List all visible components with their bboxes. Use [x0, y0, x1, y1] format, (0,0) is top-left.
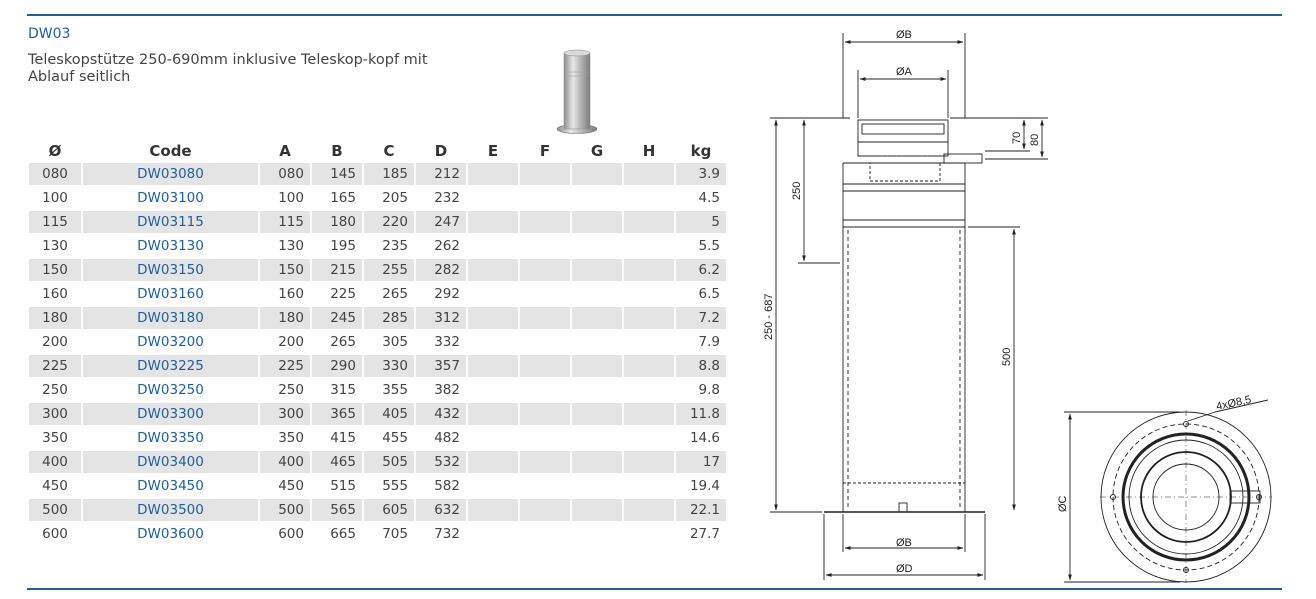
cell-kg: 7.2 [676, 307, 726, 329]
cell-e [468, 187, 518, 209]
cell-diameter: 100 [42, 190, 68, 206]
table-row [29, 427, 726, 449]
table-row [29, 187, 726, 209]
cell-diameter: 200 [42, 334, 68, 350]
col-header-c: C [383, 141, 395, 160]
cell-h [624, 403, 674, 425]
cell-a: 225 [260, 355, 310, 377]
table-row [29, 403, 726, 425]
cell-h [624, 211, 674, 233]
cell-d: 357 [416, 355, 466, 377]
cell-code: DW03600 [137, 526, 204, 542]
side-view-dimensions [770, 33, 1048, 580]
label-holes: 4xØ8,5 [1215, 393, 1253, 413]
cell-h [624, 187, 674, 209]
cell-code: DW03115 [83, 211, 258, 233]
cell-h [624, 523, 674, 545]
cell-h [624, 451, 674, 473]
cell-code: DW03200 [137, 334, 204, 350]
table-row [29, 283, 726, 305]
cell-d: 232 [434, 190, 460, 206]
cell-diameter: 250 [42, 382, 68, 398]
cell-d: 332 [434, 334, 460, 350]
cell-e [468, 451, 518, 473]
label-range-250-687: 250 - 687 [763, 293, 775, 340]
cell-a: 500 [260, 499, 310, 521]
cell-b: 165 [330, 190, 356, 206]
col-header-kg: kg [690, 141, 712, 160]
table-row [29, 355, 726, 377]
cell-e [468, 235, 518, 257]
label-500: 500 [1001, 347, 1013, 366]
label-diameter-d: ØD [896, 563, 913, 575]
top-view [1064, 400, 1272, 583]
col-header-e: E [487, 141, 499, 160]
cell-e [468, 403, 518, 425]
cell-kg: 6.5 [698, 286, 720, 302]
cell-f [520, 331, 570, 353]
cell-code: DW03250 [137, 382, 204, 398]
cell-f [520, 403, 570, 425]
drawing-labels [763, 29, 1252, 575]
cell-code: DW03150 [83, 259, 258, 281]
col-header-diameter: Ø [48, 141, 62, 160]
cell-c: 185 [364, 163, 414, 185]
cell-f [520, 499, 570, 521]
technical-drawing [760, 18, 1280, 583]
cell-b: 195 [330, 238, 356, 254]
cell-b: 225 [330, 286, 356, 302]
cell-g [572, 307, 622, 329]
cell-h [624, 427, 674, 449]
cell-diameter: 600 [42, 526, 68, 542]
bottom-rule [27, 588, 1282, 590]
cell-kg: 14.6 [689, 430, 720, 446]
table-row [29, 235, 726, 257]
cell-g [572, 211, 622, 233]
table-row [29, 259, 726, 281]
cell-diameter: 180 [29, 307, 81, 329]
cell-d: 282 [416, 259, 466, 281]
side-view [824, 120, 985, 512]
cell-diameter: 300 [29, 403, 81, 425]
product-description: Teleskopstütze 250-690mm inklusive Teleskop-kopf mit Ablauf seitlich [28, 52, 428, 85]
cell-b: 290 [312, 355, 362, 377]
cell-c: 285 [364, 307, 414, 329]
col-header-d: D [434, 141, 448, 160]
col-header-f: F [539, 141, 551, 160]
cell-code: DW03080 [83, 163, 258, 185]
cell-e [468, 211, 518, 233]
cell-a: 450 [278, 478, 304, 494]
cell-diameter: 350 [42, 430, 68, 446]
cell-g [572, 187, 622, 209]
cell-kg: 5.5 [698, 238, 720, 254]
cell-kg: 7.9 [698, 334, 720, 350]
cell-d: 732 [434, 526, 460, 542]
cell-e [468, 427, 518, 449]
cell-f [520, 523, 570, 545]
cell-diameter: 115 [29, 211, 81, 233]
cell-a: 250 [278, 382, 304, 398]
cell-f [520, 211, 570, 233]
cell-kg: 9.8 [698, 382, 720, 398]
cell-kg: 4.5 [698, 190, 720, 206]
cell-a: 300 [260, 403, 310, 425]
cell-f [520, 427, 570, 449]
cell-g [572, 235, 622, 257]
cell-c: 355 [382, 382, 408, 398]
cell-diameter: 450 [42, 478, 68, 494]
label-diameter-b-bottom: ØB [896, 537, 912, 549]
cell-a: 600 [278, 526, 304, 542]
label-70: 70 [1011, 131, 1023, 144]
cell-c: 305 [382, 334, 408, 350]
cell-code: DW03130 [137, 238, 204, 254]
cell-b: 565 [312, 499, 362, 521]
table-row [29, 307, 726, 329]
table-row [29, 523, 726, 545]
cell-g [572, 355, 622, 377]
cell-g [572, 427, 622, 449]
cell-c: 405 [364, 403, 414, 425]
cell-code: DW03450 [137, 478, 204, 494]
cell-kg: 19.4 [689, 478, 720, 494]
cell-c: 235 [382, 238, 408, 254]
table-row [29, 379, 726, 401]
cell-c: 330 [364, 355, 414, 377]
cell-kg: 27.7 [689, 526, 720, 542]
cell-code: DW03400 [83, 451, 258, 473]
cell-kg: 17 [676, 451, 726, 473]
cell-c: 505 [364, 451, 414, 473]
cell-d: 292 [434, 286, 460, 302]
cell-b: 515 [330, 478, 356, 494]
cell-h [624, 259, 674, 281]
cell-b: 315 [330, 382, 356, 398]
table-row [29, 331, 726, 353]
product-image [555, 45, 600, 137]
cell-e [468, 259, 518, 281]
cell-c: 265 [382, 286, 408, 302]
cell-a: 200 [278, 334, 304, 350]
cell-code: DW03180 [83, 307, 258, 329]
cell-g [572, 283, 622, 305]
cell-diameter: 080 [29, 163, 81, 185]
cell-h [624, 331, 674, 353]
cell-d: 312 [416, 307, 466, 329]
cell-d: 212 [416, 163, 466, 185]
cell-code: DW03225 [83, 355, 258, 377]
cell-diameter: 150 [29, 259, 81, 281]
cell-a: 400 [260, 451, 310, 473]
cell-f [520, 307, 570, 329]
cell-f [520, 451, 570, 473]
cell-e [468, 307, 518, 329]
cell-g [572, 499, 622, 521]
col-header-g: G [590, 141, 604, 160]
cell-c: 705 [382, 526, 408, 542]
cell-f [520, 355, 570, 377]
cell-h [624, 235, 674, 257]
cell-b: 365 [312, 403, 362, 425]
cell-d: 632 [416, 499, 466, 521]
label-diameter-c: ØC [1057, 495, 1069, 512]
product-code-title: DW03 [28, 26, 71, 42]
cell-f [520, 259, 570, 281]
cell-e [468, 331, 518, 353]
cell-kg: 6.2 [676, 259, 726, 281]
cell-b: 265 [330, 334, 356, 350]
cell-g [572, 331, 622, 353]
cell-kg: 22.1 [676, 499, 726, 521]
cell-e [468, 355, 518, 377]
cell-g [572, 403, 622, 425]
cell-h [624, 379, 674, 401]
cell-b: 145 [312, 163, 362, 185]
table-row [29, 499, 726, 521]
table-row [29, 451, 726, 473]
cell-d: 532 [416, 451, 466, 473]
cell-code: DW03300 [83, 403, 258, 425]
cell-code: DW03350 [137, 430, 204, 446]
cell-h [624, 499, 674, 521]
cell-h [624, 163, 674, 185]
label-250: 250 [791, 181, 803, 200]
cell-e [468, 523, 518, 545]
cell-b: 665 [330, 526, 356, 542]
cell-b: 465 [312, 451, 362, 473]
cell-kg: 3.9 [676, 163, 726, 185]
cell-code: DW03500 [83, 499, 258, 521]
cell-e [468, 163, 518, 185]
cell-h [624, 475, 674, 497]
cell-h [624, 283, 674, 305]
cell-d: 247 [416, 211, 466, 233]
cell-g [572, 163, 622, 185]
cell-f [520, 283, 570, 305]
cell-kg: 8.8 [676, 355, 726, 377]
cell-b: 215 [312, 259, 362, 281]
cell-d: 582 [434, 478, 460, 494]
cell-f [520, 163, 570, 185]
cell-a: 100 [278, 190, 304, 206]
table-body [29, 163, 726, 545]
cell-a: 130 [278, 238, 304, 254]
cell-f [520, 475, 570, 497]
cell-e [468, 283, 518, 305]
top-rule [27, 14, 1282, 16]
cell-e [468, 499, 518, 521]
cell-diameter: 400 [29, 451, 81, 473]
cell-g [572, 523, 622, 545]
product-table [27, 138, 728, 547]
cell-c: 205 [382, 190, 408, 206]
cell-b: 180 [312, 211, 362, 233]
cell-a: 150 [260, 259, 310, 281]
col-header-b: B [331, 141, 343, 160]
cell-c: 555 [382, 478, 408, 494]
cell-d: 432 [416, 403, 466, 425]
cell-kg: 5 [676, 211, 726, 233]
cell-g [572, 451, 622, 473]
cell-a: 180 [260, 307, 310, 329]
cell-diameter: 500 [29, 499, 81, 521]
cell-a: 350 [278, 430, 304, 446]
cell-c: 455 [382, 430, 408, 446]
cell-h [624, 307, 674, 329]
cell-g [572, 379, 622, 401]
cell-code: DW03100 [137, 190, 204, 206]
table-row [29, 211, 726, 233]
cell-d: 262 [434, 238, 460, 254]
cell-g [572, 475, 622, 497]
cell-f [520, 379, 570, 401]
col-header-h: H [642, 141, 656, 160]
cell-f [520, 235, 570, 257]
cell-diameter: 130 [42, 238, 68, 254]
cell-diameter: 225 [29, 355, 81, 377]
cell-b: 415 [330, 430, 356, 446]
cell-a: 160 [278, 286, 304, 302]
cell-diameter: 160 [42, 286, 68, 302]
cell-a: 115 [260, 211, 310, 233]
cell-f [520, 187, 570, 209]
cell-kg: 11.8 [676, 403, 726, 425]
cell-h [624, 355, 674, 377]
cell-d: 482 [434, 430, 460, 446]
cell-g [572, 259, 622, 281]
cell-e [468, 379, 518, 401]
table-header-row [29, 140, 726, 161]
table-row [29, 475, 726, 497]
label-diameter-a: ØA [896, 66, 912, 78]
cell-e [468, 475, 518, 497]
cell-c: 220 [364, 211, 414, 233]
table-row [29, 163, 726, 185]
cell-c: 255 [364, 259, 414, 281]
label-diameter-b-top: ØB [896, 29, 912, 41]
label-80: 80 [1029, 133, 1041, 146]
cell-d: 382 [434, 382, 460, 398]
cell-a: 080 [260, 163, 310, 185]
cell-c: 605 [364, 499, 414, 521]
col-header-a: A [279, 141, 291, 160]
cell-code: DW03160 [137, 286, 204, 302]
col-header-code: Code [149, 141, 192, 160]
cell-b: 245 [312, 307, 362, 329]
